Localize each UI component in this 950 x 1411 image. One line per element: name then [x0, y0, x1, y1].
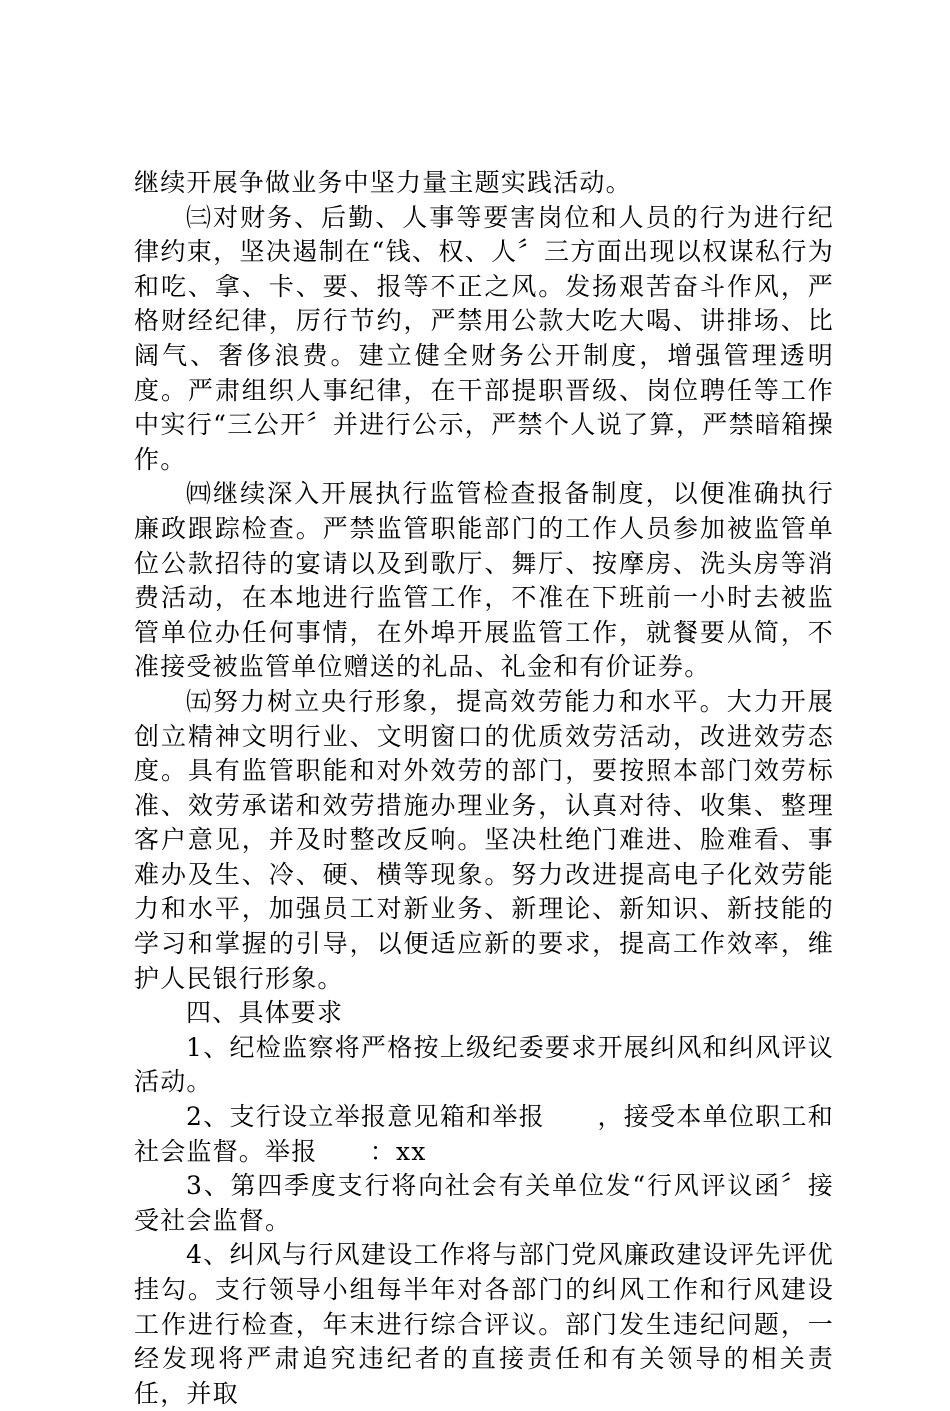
requirement-item-2: 2、支行设立举报意见箱和举报 ，接受本单位职工和社会监督。举报 ：xx [134, 1102, 834, 1166]
paragraph-continuation: 继续开展争做业务中坚力量主题实践活动。 [134, 168, 632, 197]
paragraph-item-5: ㈤努力树立央行形象，提高效劳能力和水平。大力开展创立精神文明行业、文明窗口的优质效劳活动，改进效劳态度。具有监管职能和对外效劳的部门，要按照本部门效劳标准、效劳承诺和效劳措施办理业务，认真对待、收集、整理客户意见，并及时整改反响。坚决杜绝门难进、脸难看、事难办及生、冷、硬、横等现象。努力改进提高电子化效劳能力和水平，加强员工对新业务、新理论、新知识、新技能的学习和掌握的引导，以便适应新的要求，提高工作效率，维护人民银行形象。 [134, 686, 834, 993]
requirement-item-4: 4、纠风与行风建设工作将与部门党风廉政建设评先评优挂勾。支行领导小组每半年对各部门的纠风工作和行风建设工作进行检查，年末进行综合评议。部门发生违纪问题，一经发现将严肃追究违纪者的直接责任和有关领导的相关责任，并取 [134, 1240, 834, 1408]
paragraph-item-3: ㈢对财务、后勤、人事等要害岗位和人员的行为进行纪律约束，坚决遏制在“钱、权、人〞三方面出现以权谋私行为和吃、拿、卡、要、报等不正之风。发扬艰苦奋斗作风，严格财经纪律，厉行节约，严禁用公款大吃大喝、讲排场、比阔气、奢侈浪费。建立健全财务公开制度，增强管理透明度。严肃组织人事纪律，在干部提职晋级、岗位聘任等工作中实行“三公开〞并进行公示，严禁个人说了算，严禁暗箱操作。 [134, 202, 834, 474]
requirement-item-1: 1、纪检监察将严格按上级纪委要求开展纠风和纠风评议活动。 [134, 1032, 834, 1097]
requirement-item-3: 3、第四季度支行将向社会有关单位发“行风评议函〞接受社会监督。 [134, 1171, 834, 1235]
document-body [134, 166, 834, 1411]
paragraph-item-4: ㈣继续深入开展执行监管检查报备制度，以便准确执行廉政跟踪检查。严禁监管职能部门的工作人员参加被监管单位公款招待的宴请以及到歌厅、舞厅、按摩房、洗头房等消费活动，在本地进行监管工作，不准在下班前一小时去被监管单位办任何事情，在外埠开展监管工作，就餐要从简，不准接受被监管单位赠送的礼品、礼金和有价证券。 [134, 479, 834, 682]
section-heading-requirements: 四、具体要求 [186, 998, 344, 1028]
